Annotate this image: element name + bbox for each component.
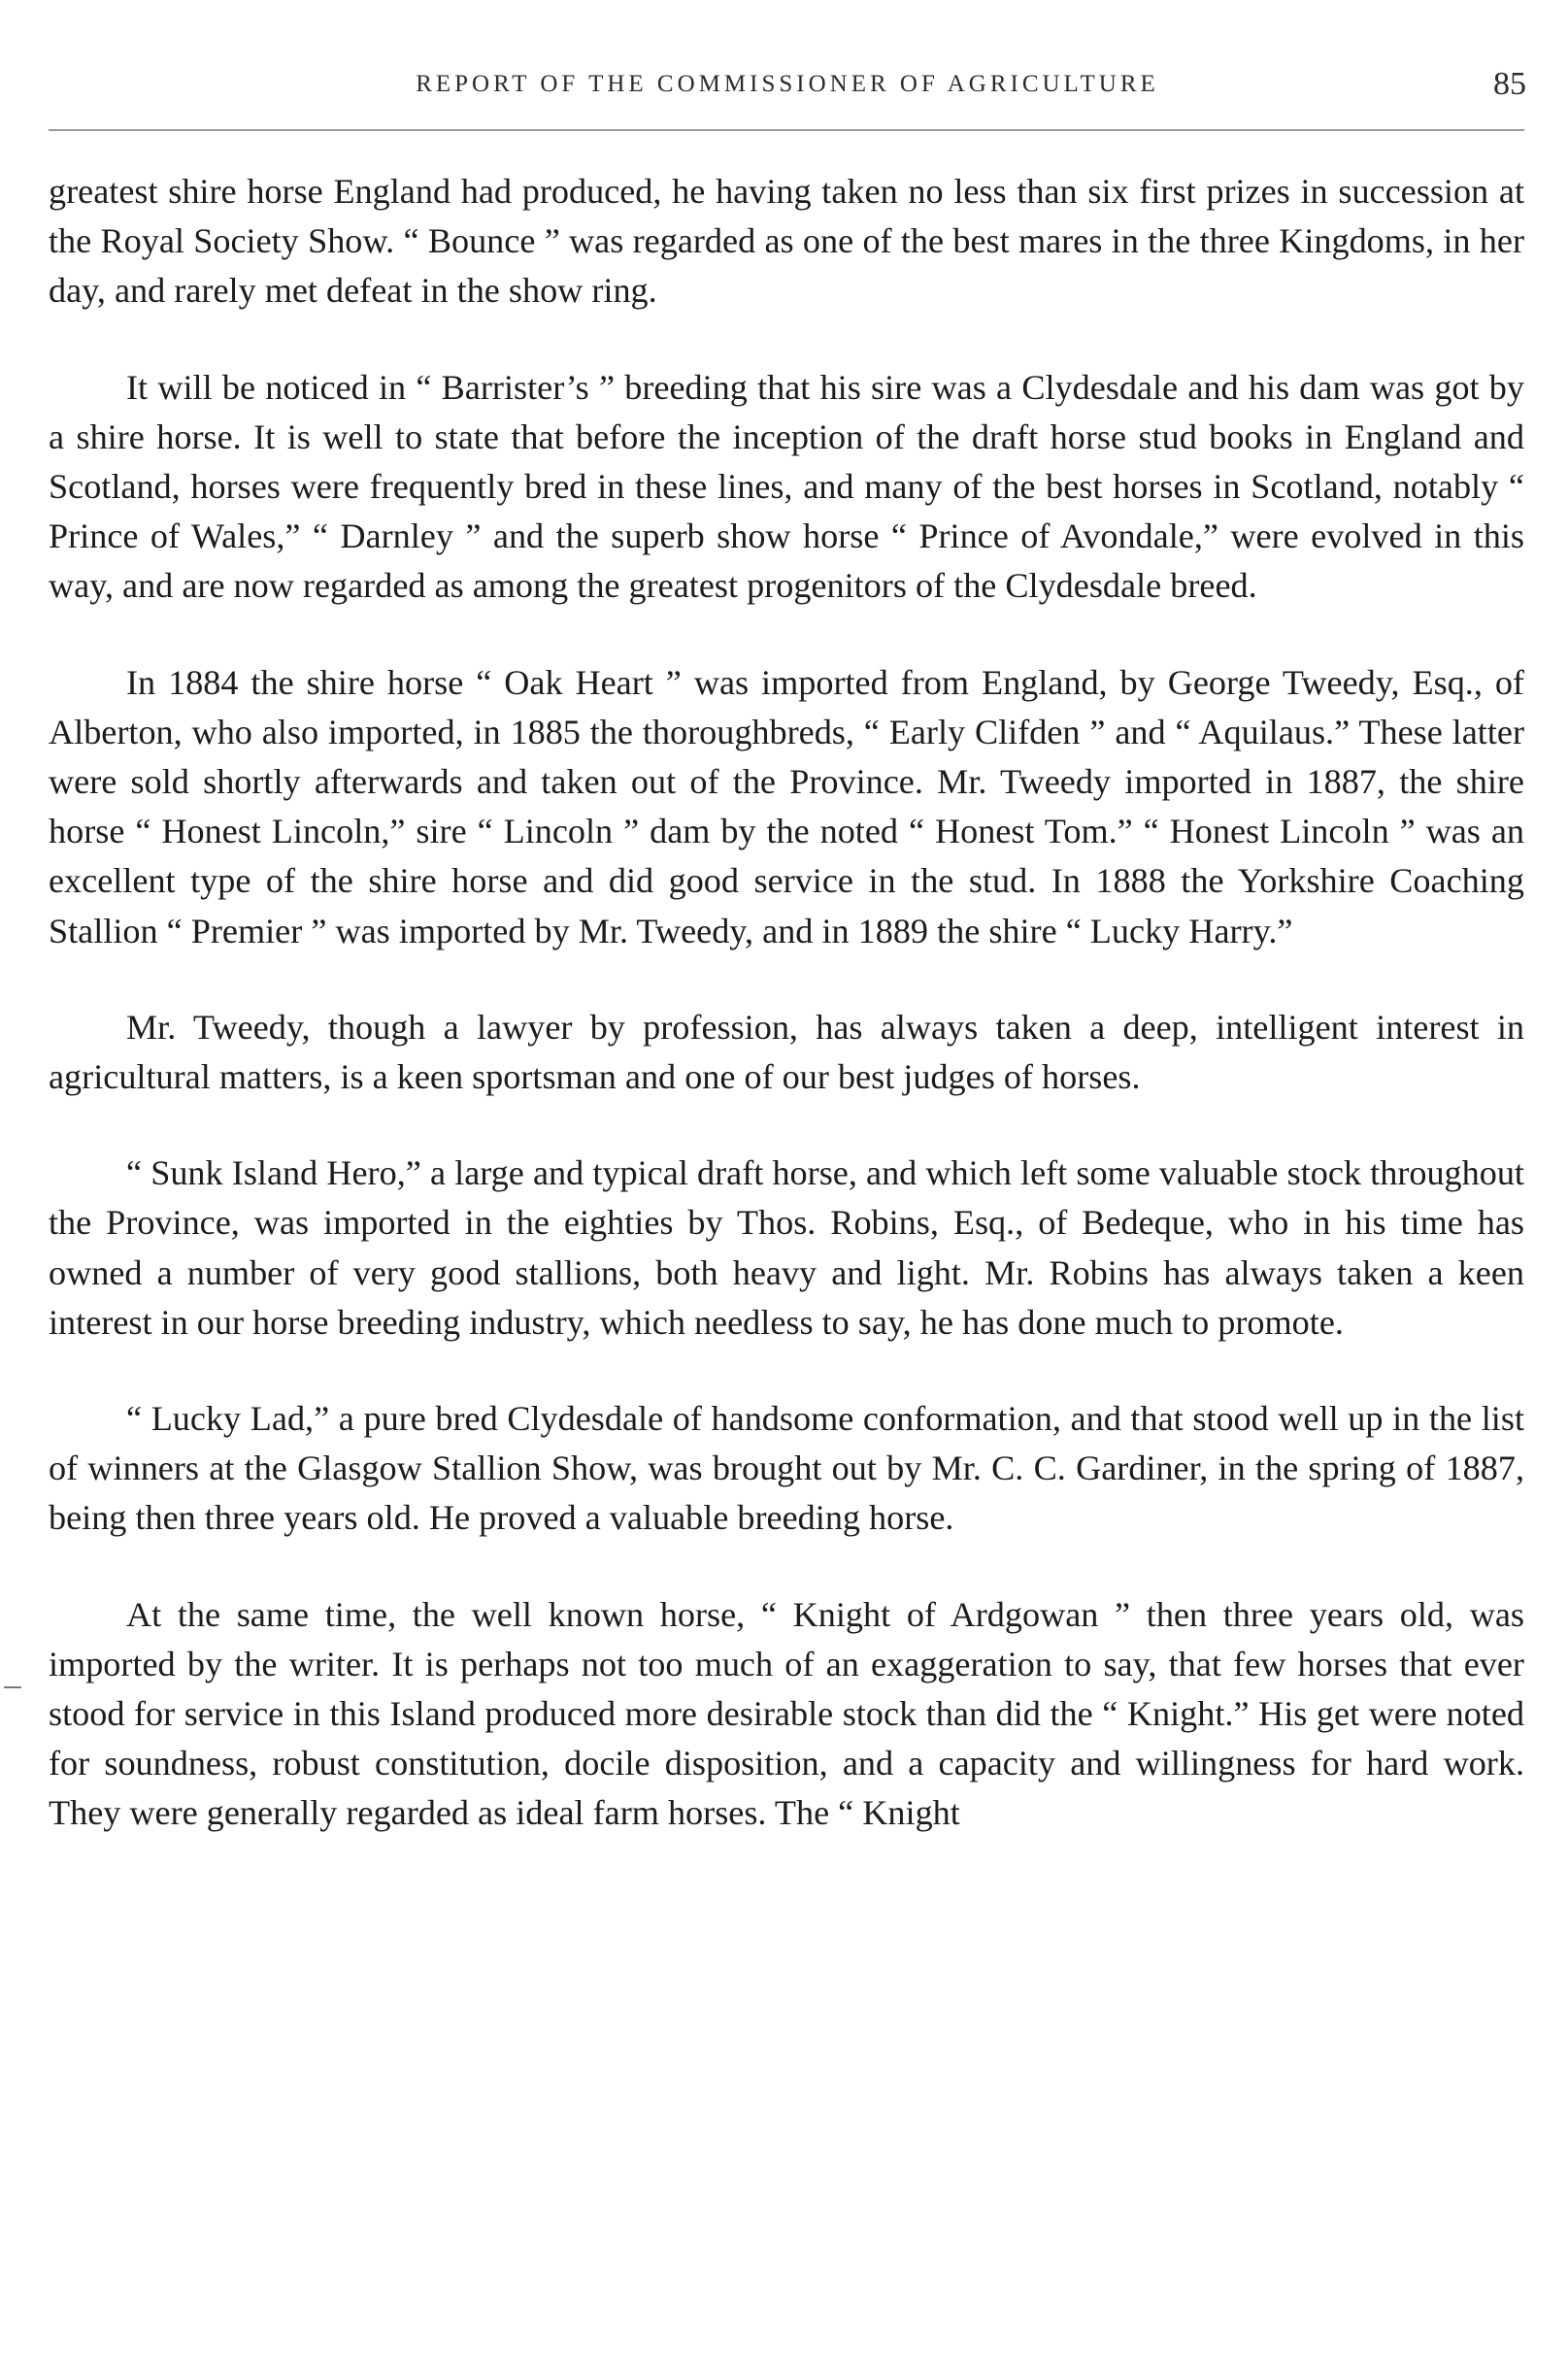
paragraph: At the same time, the well known horse, “ Knight of Ardgowan ” then three years old, was imported by the writer. It is perhaps not too much of an exaggeration to say, that few horses that ever stood for service in this Island produced more desirable stock than did the “ Knight.” His get were noted for soundness, robust constitution, docile disposition, and a capacity and willingness for hard work. They were generally regarded as ideal farm horses. The “ Knight xyxy=(49,1594,1524,1833)
paragraph: In 1884 the shire horse “ Oak Heart ” was imported from England, by George Tweedy, Esq., of Alberton, who also imported, in 1885 the thoroughbreds, “ Early Clifden ” and “ Aquilaus.” These latter were sold shortly afterwards and taken out of the Province. Mr. Tweedy imported in 1887, the shire horse “ Honest Lincoln,” sire “ Lincoln ” dam by the noted “ Honest Tom.” “ Honest Lincoln ” was an excellent type of the shire horse and did good service in the stud. In 1888 the Yorkshire Coaching Stallion “ Premier ” was imported by Mr. Tweedy, and in 1889 the shire “ Lucky Harry.” xyxy=(49,662,1524,950)
paragraph: “ Sunk Island Hero,” a large and typical draft horse, and which left some valuable stock throughout the Province, was imported in the eighties by Thos. Robins, Esq., of Bedeque, who in his time has owned a number of very good stallions, both heavy and light. Mr. Robins has always taken a keen interest in our horse breeding industry, which needless to say, he has done much to promote. xyxy=(49,1153,1524,1342)
page-number: 85 xyxy=(1493,66,1526,102)
paragraph: Mr. Tweedy, though a lawyer by profession, has always taken a deep, intelligent interest in agricultural matters, is a keen sportsman and one of our best judges of horses. xyxy=(49,1007,1524,1097)
body-text xyxy=(49,167,1524,1839)
running-title: REPORT OF THE COMMISSIONER OF AGRICULTURE xyxy=(416,71,1159,97)
paragraph: It will be noticed in “ Barrister’s ” breeding that his sire was a Clydesdale and his dam was got by a shire horse. It is well to state that before the inception of the draft horse stud books in England and Scotland, horses were frequently bred in these lines, and many of the best horses in Scotland, notably “ Prince of Wales,” “ Darnley ” and the superb show horse “ Prince of Avondale,” were evolved in this way, and are now regarded as among the greatest progenitors of the Clydesdale breed. xyxy=(49,367,1524,606)
header-rule xyxy=(49,129,1524,131)
paragraph: greatest shire horse England had produced, he having taken no less than six first prizes in succession at the Royal Society Show. “ Bounce ” was regarded as one of the best mares in the three Kingdoms, in her day, and rarely met defeat in the show ring. xyxy=(49,172,1524,311)
paragraph: “ Lucky Lad,” a pure bred Clydesdale of handsome conformation, and that stood well up in the list of winners at the Glasgow Stallion Show, was brought out by Mr. C. C. Gardiner, in the spring of 1887, being then three years old. He proved a valuable breeding horse. xyxy=(49,1399,1524,1538)
running-head xyxy=(49,60,1526,109)
margin-mark xyxy=(4,1686,21,1688)
